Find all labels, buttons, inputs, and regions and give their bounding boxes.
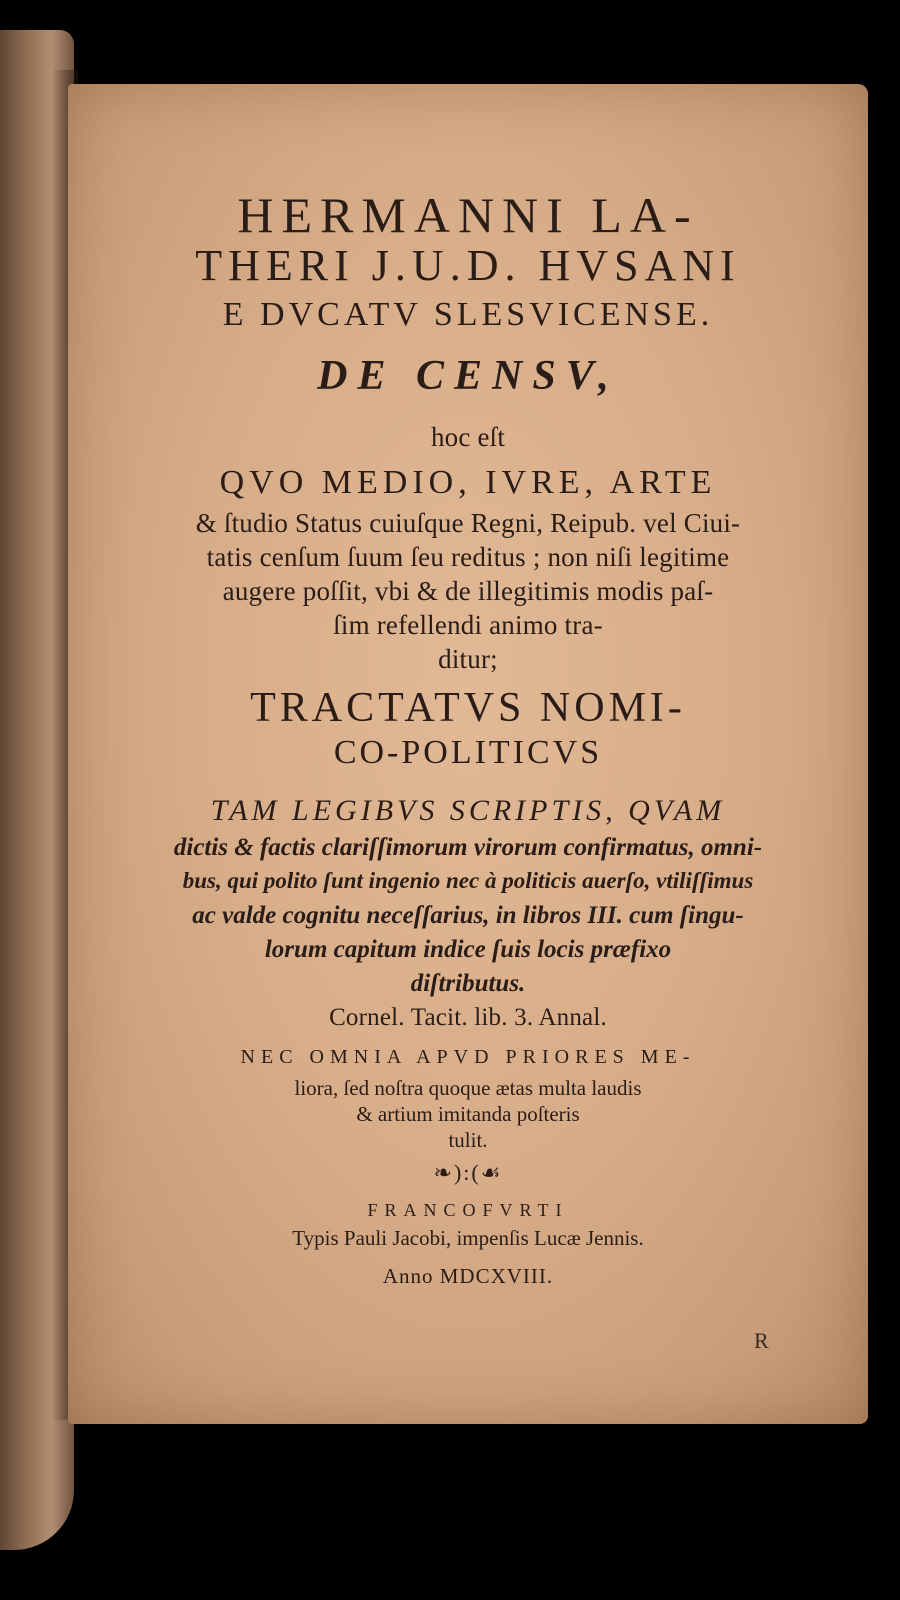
quote-line-4: tulit. bbox=[448, 1128, 488, 1152]
citation: Cornel. Tacit. lib. 3. Annal. bbox=[329, 1004, 607, 1031]
quote-line-3: & artium imitanda poſteris bbox=[356, 1102, 580, 1126]
title-line-2: THERI J.U.D. HVSANI bbox=[195, 241, 741, 290]
title-line-3: E DVCATV SLESVICENSE. bbox=[222, 296, 714, 333]
imprint-printer: Typis Pauli Jacobi, impenſis Lucæ Jennis. bbox=[292, 1226, 644, 1250]
italic-line-4: ac valde cognitu neceſſarius, in libros III. cum ſingu- bbox=[192, 902, 744, 929]
quote-line-2: liora, ſed noſtra quoque ætas multa laudis bbox=[294, 1076, 642, 1100]
quote-line-1: NEC OMNIA APVD PRIORES ME- bbox=[240, 1046, 696, 1068]
italic-line-3: bus, qui polito ſunt ingenio nec à politicis auerſo, vtiliſſimus bbox=[182, 868, 754, 893]
imprint-place: FRANCOFVRTI bbox=[367, 1200, 569, 1220]
title-page bbox=[68, 84, 868, 1424]
subject-heading: DE CENSV, bbox=[317, 353, 619, 399]
italic-line-5: lorum capitum indice ſuis locis præfixo bbox=[264, 936, 672, 963]
tractatus-line-1: TRACTATVS NOMI- bbox=[250, 685, 686, 731]
hoc-est: hoc eſt bbox=[430, 422, 506, 452]
description-line-2: & ſtudio Status cuiuſque Regni, Reipub. vel Ciui- bbox=[195, 508, 741, 538]
italic-line-6: diſtributus. bbox=[410, 970, 526, 997]
margin-handwritten-mark: R bbox=[754, 1328, 769, 1353]
description-line-3: tatis cenſum ſuum ſeu reditus ; non niſi legitime bbox=[206, 542, 730, 572]
imprint-year: Anno MDCXVIII. bbox=[382, 1264, 554, 1288]
fleuron-ornament: ❧):(☙ bbox=[433, 1160, 503, 1185]
description-line-6: ditur; bbox=[438, 644, 498, 674]
italic-line-1: TAM LEGIBVS SCRIPTIS, QVAM bbox=[210, 794, 726, 827]
description-line-1: QVO MEDIO, IVRE, ARTE bbox=[219, 464, 717, 501]
tractatus-line-2: CO-POLITICVS bbox=[333, 734, 603, 771]
description-line-4: augere poſſit, vbi & de illegitimis modis paſ- bbox=[222, 576, 714, 606]
description-line-5: ſim refellendi animo tra- bbox=[333, 610, 603, 640]
italic-line-2: dictis & factis clariſſimorum virorum confirmatus, omni- bbox=[173, 834, 763, 861]
title-line-1: HERMANNI LA- bbox=[237, 187, 699, 243]
